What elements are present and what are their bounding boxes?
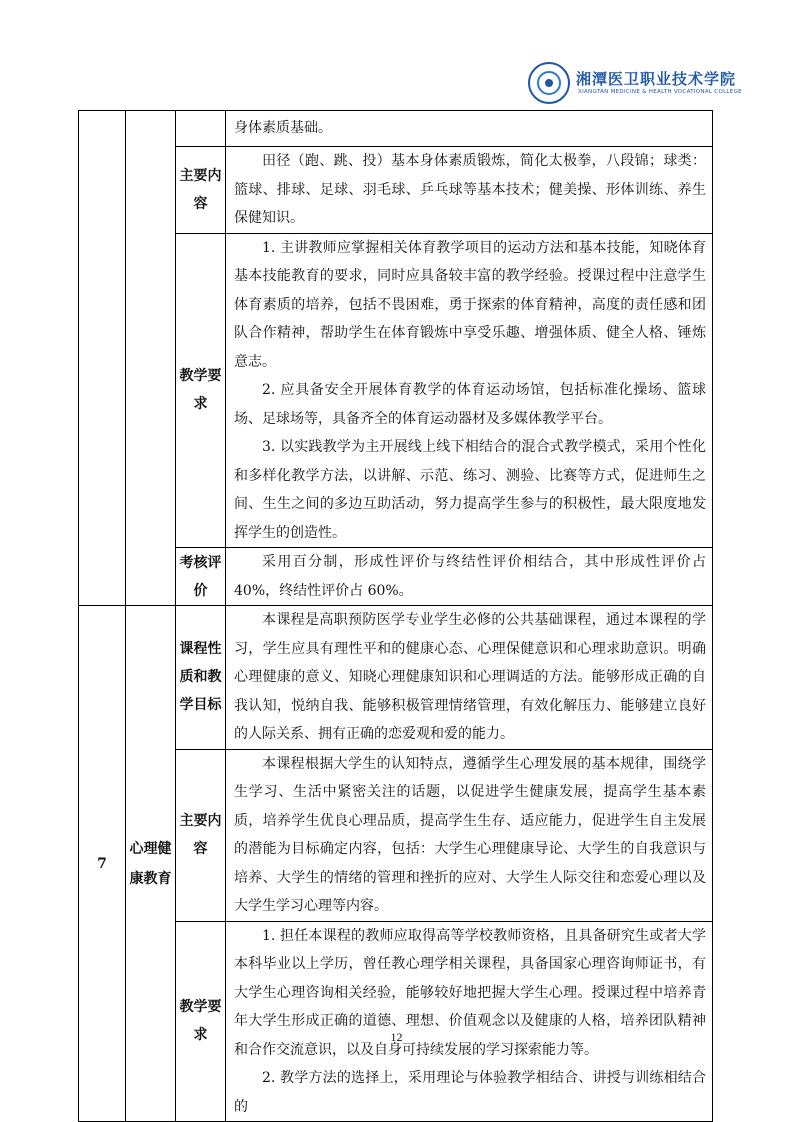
school-name-en: XIANGTAN MEDICINE & HEALTH VOCATIONAL COLLEGE [578,89,742,95]
label-cell [176,111,226,147]
row-label: 教学要求 [176,921,226,1122]
pe-req-paragraph-3: 3. 以实践教学为主开展线上线下相结合的混合式教学模式，采用个性化和多样化教学方法，以讲解、示范、练习、测验、比赛等方式，促进师生之间、生生之间的多边互助活动，努力提高学生参与的积极性，最大限度地发挥学生的创造性。 [234,439,706,541]
content-cell [226,111,713,147]
mh-req-paragraph-1: 1. 担任本课程的教师应取得高等学校教师资格，且具备研究生或者大学本科毕业以上学历，曾任教心理学相关课程，具备国家心理咨询师证书，有大学生心理咨询相关经验，能够较好地把握大学生心理。授课过程中培养青年大学生形成正确的道德、理想、价值观念以及健康的人格，培养团队精神和合作交流意识，以及自身可持续发展的学习探索能力等。 [234,927,706,1058]
school-emblem-icon [528,62,570,104]
row-label: 主要内容 [176,147,226,234]
mh-req-paragraph-2: 2. 教学方法的选择上，采用理论与体验教学相结合、讲授与训练相结合的 [234,1070,706,1115]
school-name: 湘潭医卫职业技术学院 [576,70,737,88]
mh-content-text: 本课程根据大学生的认知特点，遵循学生心理发展的基本规律，围绕学生学习、生活中紧密关注的话题，以促进学生健康发展，提高学生基本素质，培养学生优良心理品质，提高学生生存、适应能力，促进学生自主发展的潜能为目标确定内容，包括：大学生心理健康导论、大学生的自我意识与培养、大学生的情绪的管理和挫折的应对、大学生人际交往和恋爱心理以及大学生学习心理等内容。 [234,755,706,914]
course-number-cell [79,111,126,606]
content-cell [226,548,713,606]
course-table [78,110,713,1122]
pe-req-paragraph-1: 1. 主讲教师应掌握相关体育教学项目的运动方法和基本技能，知晓体育基本技能教育的要求，同时应具备较丰富的教学经验。授课过程中注意学生体育素质的培养，包括不畏困难，勇于探索的体育精神，高度的责任感和团队合作精神，帮助学生在体育锻炼中享受乐趣、增强体质、健全人格、锤炼意志。 [234,239,706,370]
pe-eval-text: 采用百分制，形成性评价与终结性评价相结合，其中形成性评价占 40%，终结性评价占 60%。 [234,554,706,599]
table-row [79,606,713,750]
course-name: 心理健康教育 [126,606,176,1122]
content-cell [226,147,713,234]
row-label: 课程性质和教学目标 [176,606,226,750]
content-cell [226,606,713,750]
course-name-cell [126,111,176,606]
school-logo [528,62,742,108]
row-label: 教学要求 [176,233,226,548]
row-label: 考核评价 [176,548,226,606]
pe-content-text: 田径（跑、跳、投）基本身体素质锻炼，简化太极拳，八段锦；球类：篮球、排球、足球、羽毛球、乒乓球等基本技术；健美操、形体训练、养生保健知识。 [234,153,706,226]
pe-req-paragraph-2: 2. 应具备安全开展体育教学的体育运动场馆，包括标准化操场、篮球场、足球场等，具备齐全的体育运动器材及多媒体教学平台。 [234,382,706,427]
page-number: 12 [390,1030,403,1044]
continuation-text: 身体素质基础。 [234,120,332,137]
mh-goal-text: 本课程是高职预防医学专业学生必修的公共基础课程，通过本课程的学习，学生应具有理性平和的健康心态、心理保健意识和心理求助意识。明确心理健康的意义、知晓心理健康知识和心理调适的方法。能够形成正确的自我认知，悦纳自我、能够积极管理情绪管理，有效化解压力、能够建立良好的人际关系、拥有正确的恋爱观和爱的能力。 [234,612,706,742]
content-cell [226,749,713,921]
table-row [79,111,713,147]
course-number: 7 [79,606,126,1122]
content-cell [226,921,713,1122]
row-label: 主要内容 [176,749,226,921]
content-cell [226,233,713,548]
